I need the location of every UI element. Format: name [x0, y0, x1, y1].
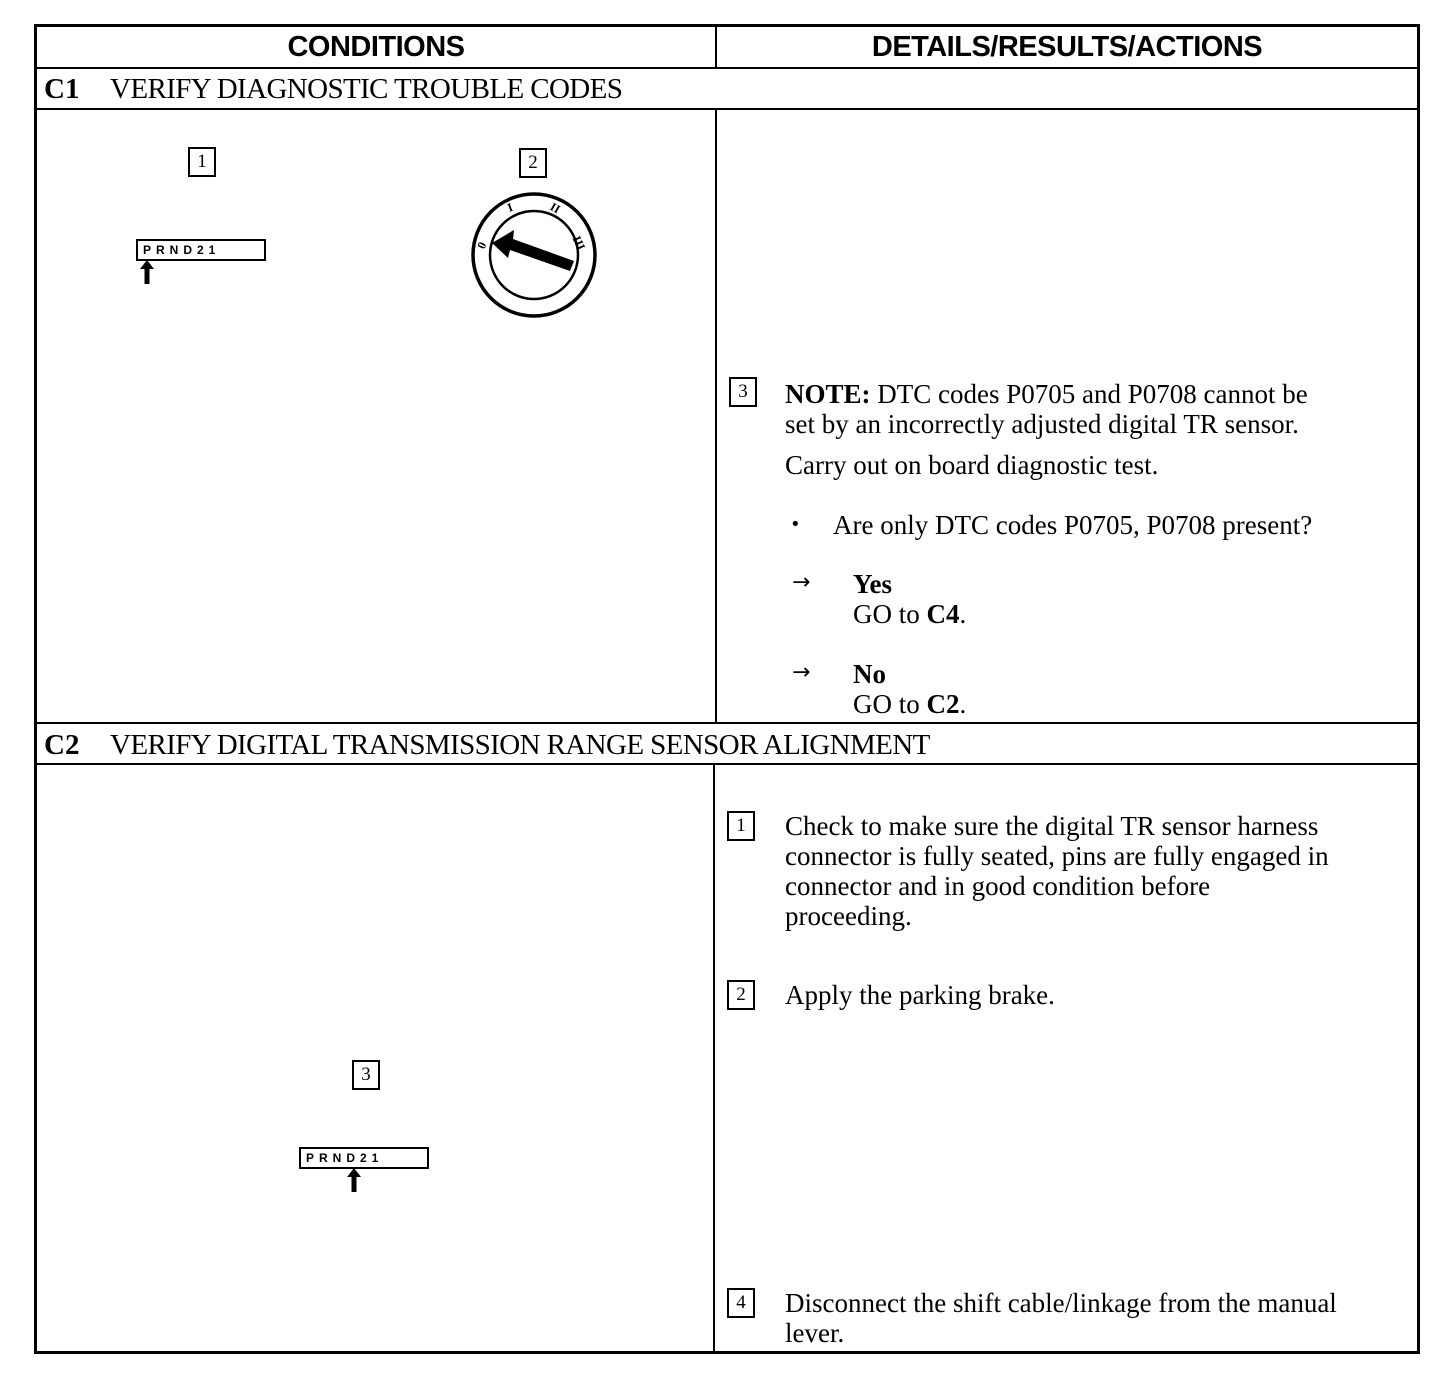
c1-step-3-box: 3 — [729, 377, 757, 407]
bullet-icon: • — [790, 514, 801, 535]
no-label-text: No — [853, 659, 886, 689]
header-divider — [34, 67, 1420, 69]
c1-callout-2: 2 — [519, 148, 547, 178]
conditions-header: CONDITIONS — [287, 31, 465, 63]
c2-step-2-text: Apply the parking brake. — [785, 980, 1055, 1010]
c1-step-3-note-line-1 — [785, 379, 1308, 409]
c1-step-3-note-line-2: set by an incorrectly adjusted digital TR sensor. — [785, 409, 1299, 439]
yes-goto-target: C4 — [926, 599, 960, 629]
c2-step-1-line-3: connector and in good condition before — [785, 871, 1211, 901]
column-divider-c1 — [715, 108, 717, 724]
ignition-position-II: II — [547, 199, 563, 217]
note-text-1: DTC codes P0705 and P0708 cannot be — [870, 379, 1308, 409]
c2-step-4-box: 4 — [727, 1288, 755, 1318]
table-border-bottom — [34, 1351, 1420, 1354]
ignition-switch-icon — [466, 191, 602, 319]
c1-section-number: C1 — [44, 73, 80, 105]
yes-label — [853, 569, 892, 599]
yes-label-text: Yes — [853, 569, 892, 599]
c2-step-2-box: 2 — [727, 980, 755, 1010]
c1-title-divider — [34, 108, 1420, 110]
gear-selector-indicator: PRND21 — [136, 239, 266, 261]
c2-step-1-box: 1 — [727, 811, 755, 841]
c1-section-title: VERIFY DIAGNOSTIC TROUBLE CODES — [110, 73, 623, 105]
table-border-left — [34, 24, 37, 1354]
no-goto-target: C2 — [926, 689, 960, 719]
right-arrow-icon: → — [792, 660, 811, 685]
ignition-position-III: III — [569, 233, 589, 253]
right-arrow-icon: → — [792, 570, 811, 595]
up-arrow-icon — [139, 259, 155, 285]
c1-callout-1: 1 — [188, 147, 216, 177]
yes-goto — [853, 599, 966, 629]
yes-goto-prefix: GO to — [853, 599, 927, 629]
ignition-position-0: 0 — [474, 239, 490, 251]
note-label: NOTE: — [785, 379, 871, 409]
c2-callout-3: 3 — [352, 1060, 380, 1090]
c2-step-4-line-1: Disconnect the shift cable/linkage from the manual — [785, 1288, 1337, 1318]
c2-step-4-line-2: lever. — [785, 1318, 845, 1348]
gear-selector-indicator-c2: PRND21 — [299, 1147, 429, 1169]
column-divider-c2 — [713, 763, 715, 1353]
c2-section-title: VERIFY DIGITAL TRANSMISSION RANGE SENSOR ALIGNMENT — [110, 729, 930, 761]
no-label — [853, 659, 886, 689]
c2-step-1-line-1: Check to make sure the digital TR sensor harness — [785, 811, 1319, 841]
c1-step-3-action: Carry out on board diagnostic test. — [785, 450, 1159, 480]
up-arrow-icon — [346, 1167, 362, 1193]
yes-goto-period: . — [959, 599, 967, 629]
no-goto-prefix: GO to — [853, 689, 927, 719]
c2-step-1-line-2: connector is fully seated, pins are fully engaged in — [785, 841, 1329, 871]
ignition-key-pointer — [492, 230, 574, 271]
details-header: DETAILS/RESULTS/ACTIONS — [871, 31, 1263, 63]
c2-section-number: C2 — [44, 729, 80, 761]
ignition-position-I: I — [505, 199, 515, 215]
no-goto — [853, 689, 966, 719]
no-goto-period: . — [959, 689, 967, 719]
c2-step-1-line-4: proceeding. — [785, 901, 912, 931]
table-border-right — [1417, 24, 1420, 1354]
c1-step-3-question: Are only DTC codes P0705, P0708 present? — [833, 510, 1313, 540]
c1-bottom-divider — [34, 722, 1420, 724]
